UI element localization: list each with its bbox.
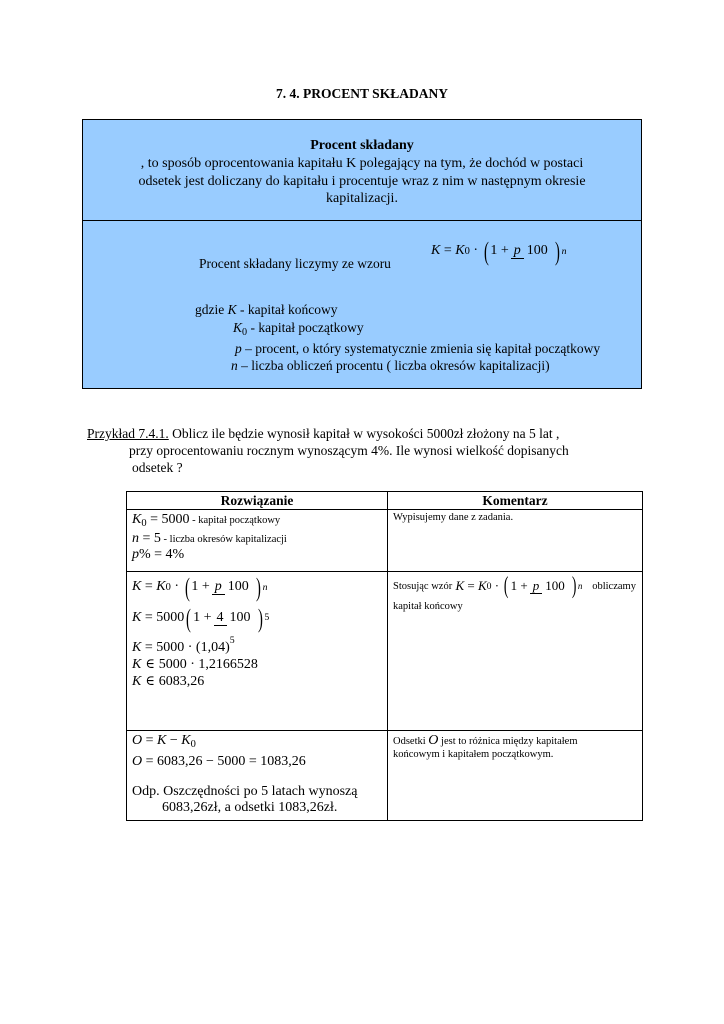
definition-heading: Procent składany bbox=[310, 138, 414, 153]
compound-interest-formula: K = K 0 · ( 1 + p 100 ) n bbox=[431, 236, 567, 266]
comment-cell-interest: Odsetki O jest to różnica między kapitałem końcowym i kapitałem początkowym. bbox=[388, 731, 643, 821]
definition-text: , to sposób oprocentowania kapitału K polegający na tym, że dochód w postaci odsetek jest doliczany do kapitału i procentuje wraz z nim w następnym okresie kapitalizacji. bbox=[138, 156, 586, 206]
answer-line-1: Odp. Oszczędności po 5 latach wynoszą bbox=[132, 784, 358, 800]
comment-cell-data: Wypisujemy dane z zadania. bbox=[388, 510, 643, 572]
page-title: 7. 4. PROCENT SKŁADANY bbox=[276, 86, 448, 101]
example-line-3: odsetek ? bbox=[132, 460, 183, 475]
definition-box bbox=[82, 119, 642, 389]
box-divider bbox=[83, 220, 641, 221]
header-comment: Komentarz bbox=[388, 492, 643, 510]
example-line-1: Oblicz ile będzie wynosił kapitał w wysokości 5000zł złożony na 5 lat , bbox=[168, 426, 560, 441]
solution-cell-data: $K_0 = 5000$ - kapitał początkowy n = 5 - liczba okresów kapitalizacji p% = 4% bbox=[127, 510, 388, 572]
answer-line-2: 6083,26zł, a odsetki 1083,26zł. bbox=[162, 800, 338, 816]
solution-cell-calculation: K = K 0 · ( 1 + p 100 ) n K = 5000 ( 1 + 4 100 ) 5 $K = 5000 \cdot (1,04)^5$ K ∈ 5000 · 1,2166528 K ∈ 6083,26 bbox=[127, 572, 388, 731]
example-line-2: przy oprocentowaniu rocznym wynoszącym 4%. Ile wynosi wielkość dopisanych bbox=[129, 443, 569, 458]
solution-cell-interest: $O = K - K_0$ O = 6083,26 − 5000 = 1083,26 Odp. Oszczędności po 5 latach wynoszą 6083,26zł, a odsetki 1083,26zł. bbox=[127, 731, 388, 821]
legend-item-n: n – liczba obliczeń procentu ( liczba okresów kapitalizacji) bbox=[231, 358, 550, 373]
legend-item-k: gdzie K - kapitał końcowy bbox=[195, 302, 338, 317]
header-solution: Rozwiązanie bbox=[127, 492, 388, 510]
solution-table bbox=[126, 491, 643, 821]
example-text bbox=[87, 425, 647, 476]
formula-label: Procent składany liczymy ze wzoru bbox=[199, 256, 391, 271]
table-row bbox=[127, 731, 643, 821]
legend-item-k0: $K_0$ - kapitał początkowy bbox=[233, 320, 364, 339]
example-label: Przykład 7.4.1. bbox=[87, 426, 169, 441]
table-header-row bbox=[127, 492, 643, 510]
comment-cell-calculation: Stosując wzór K = K 0 · ( 1 + p 100 ) n obliczamy kapitał końcowy bbox=[388, 572, 643, 731]
table-row bbox=[127, 510, 643, 572]
table-row bbox=[127, 572, 643, 731]
legend-item-p: p – procent, o który systematycznie zmienia się kapitał początkowy bbox=[235, 341, 601, 356]
